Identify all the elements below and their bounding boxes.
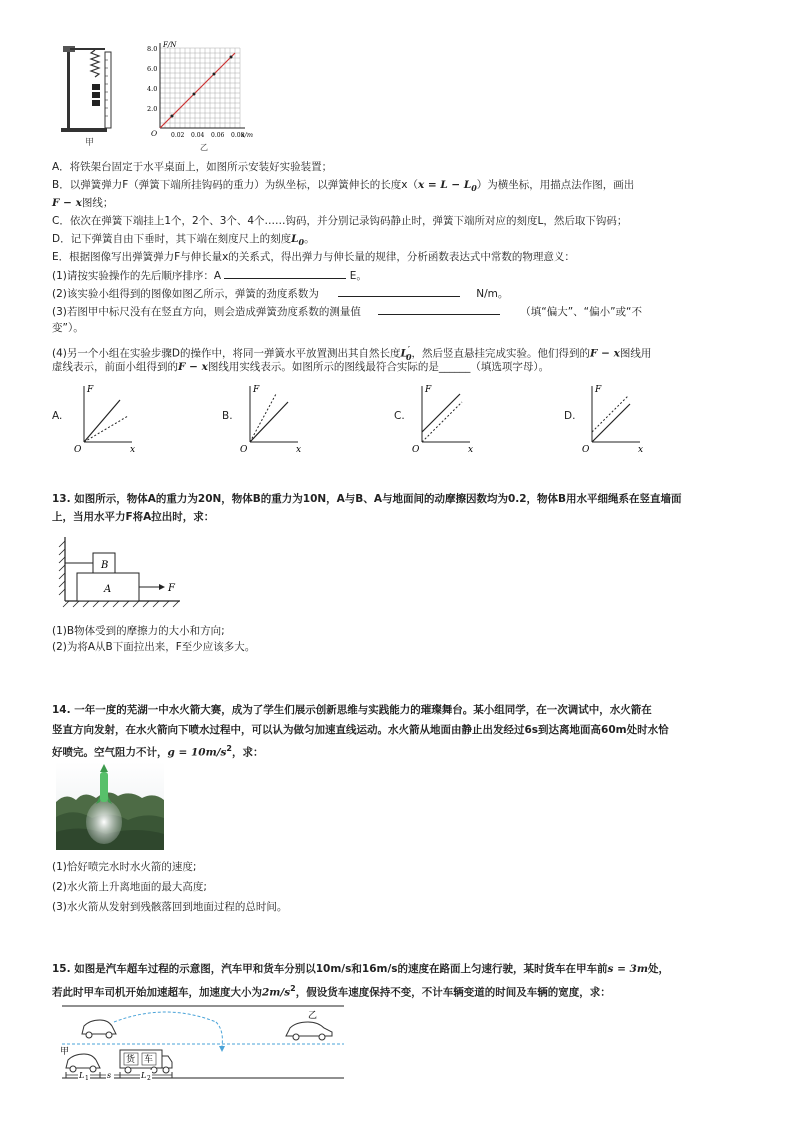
q12-step-b-pre: B．以弹簧弹力F（弹簧下端所挂钩码的重力）为纵坐标，以弹簧伸长的长度x（ [52, 179, 418, 191]
q12-sub3-post: （填“偏大”、“偏小”或“不 [520, 306, 642, 318]
graph-origin: O [151, 129, 158, 138]
q13-sub1: (1)B物体受到的摩擦力的大小和方向; [52, 625, 225, 637]
label-a: A [104, 584, 112, 595]
q12-sub4-line2-pre: 虚线表示，前面小组得到的 [52, 361, 178, 373]
q14-line1: 14. 一年一度的芜湖一中水火箭大赛，成为了学生们展示创新思维与实践能力的璀璨舞台。某小组同学，在一次调试中，水火箭在 [52, 704, 652, 716]
car-yi [286, 1022, 332, 1040]
q12-step-e: E．根据图像写出弹簧弹力F与伸长量x的关系式，得出弹力与伸长量的规律，分析函数表达式中常数的物理意义： [52, 251, 575, 263]
graph-x-tick: 0.04 [191, 132, 205, 139]
q12-step-d-l0: L [291, 233, 299, 245]
option-a-f: F [87, 385, 94, 395]
q14-line3-post: ，求： [232, 746, 264, 759]
dim-l1: L [79, 1071, 85, 1080]
figure-jia-label: 甲 [85, 138, 95, 148]
q14-sub1: (1)恰好喷完水时水火箭的速度; [52, 861, 197, 873]
q12-sub3-answer-blank[interactable] [378, 304, 500, 315]
hanging-weights [92, 100, 100, 106]
option-b-o: O [240, 445, 248, 455]
q15-line1-post: 处， [647, 963, 669, 975]
q14-line3-pre: 好喷完。空气阻力不计， [52, 746, 168, 759]
q14-sub2: (2)水火箭上升离地面的最大高度; [52, 881, 207, 893]
car-jia [66, 1054, 100, 1072]
option-a-x: x [130, 445, 136, 455]
option-b-f: F [253, 385, 260, 395]
q12-step-d-post: 。 [304, 233, 315, 245]
q14-line3 [52, 742, 264, 760]
q12-step-b-fx: F − x [52, 197, 82, 209]
q15-s-formula: s = 3m [607, 963, 648, 975]
option-c-x: x [468, 445, 474, 455]
q13-figure [55, 533, 185, 609]
option-d-graph[interactable] [580, 380, 650, 455]
stand-pole [67, 46, 70, 130]
truck-label-1: 货 [126, 1055, 136, 1065]
q12-sub4-line2 [52, 360, 549, 374]
q13-sub2: (2)为将A从B下面拉出来，F至少应该多大。 [52, 641, 256, 653]
graph-y-tick: 2.0 [147, 105, 158, 113]
q12-sub1 [52, 268, 367, 283]
q15-line1-pre: 15. 如图是汽车超车过程的示意图，汽车甲和货车分别以10m/s和16m/s的速度在路面上匀速行驶，某时货车在甲车前 [52, 963, 608, 975]
figure-jia-spring-apparatus [55, 40, 125, 152]
q12-sub2-post: N/m。 [476, 288, 509, 300]
q13-line1: 13. 如图所示，物体A的重力为20N，物体B的重力为10N，A与B、A与地面间的动摩擦因数均为0.2，物体B用水平细绳系在竖直墙面 [52, 493, 682, 505]
car-upper-left [82, 1020, 116, 1038]
q12-step-a: A．将铁架台固定于水平桌面上，如图所示安装好实验装置； [52, 161, 333, 173]
q15-line2 [52, 982, 611, 1000]
q15-overtaking-figure [56, 1002, 348, 1084]
q12-step-d-pre: D．记下弹簧自由下垂时，其下端在刻度尺上的刻度 [52, 233, 292, 245]
graph-y-tick: 8.0 [147, 45, 158, 53]
q15-a-sup: 2 [290, 984, 296, 993]
figure-yi-graph [145, 38, 265, 156]
q12-sub4-line2-fx: F − x [178, 361, 208, 373]
force-arrow [159, 584, 165, 590]
figure-yi-label: 乙 [200, 143, 208, 152]
q12-step-b-line2 [52, 196, 113, 210]
ruler [105, 52, 111, 128]
q14-g-sup: 2 [226, 744, 232, 753]
q13-line2: 上，当用水平力F将A拉出时，求： [52, 511, 215, 523]
option-a-o: O [74, 445, 82, 455]
q12-sub4-l0prime: L [400, 347, 408, 360]
rocket-body [100, 772, 108, 802]
dim-l1-sub: 1 [85, 1075, 89, 1082]
q12-sub4-l0-sub: 0 [405, 351, 412, 362]
graph-y-tick: 6.0 [147, 65, 158, 73]
dim-l2-sub: 2 [147, 1075, 151, 1082]
dim-s: s [107, 1071, 112, 1080]
q12-sub4-prime: ′ [407, 344, 410, 354]
option-a-label[interactable]: A. [52, 410, 63, 422]
label-yi: 乙 [308, 1011, 318, 1021]
q12-sub3-line2: 变”）。 [52, 322, 84, 334]
option-d-label[interactable]: D. [564, 410, 576, 422]
q12-sub4-line2-post: 图线用实线表示。如图所示的图线最符合实际的是______（填选项字母）。 [207, 361, 550, 373]
option-b-graph[interactable] [238, 380, 308, 455]
q12-sub1-pre: (1)请按实验操作的先后顺序排序：A [52, 270, 222, 282]
q12-sub4-pre: (4)另一个小组在实验步骤D的操作中，将同一弹簧水平放置测出其自然长度 [52, 347, 401, 360]
q12-step-c: C．依次在弹簧下端挂上1个，2个、3个、4个……钩码，并分别记录钩码静止时，弹簧下端所对应的刻度L，然后取下钩码； [52, 215, 628, 227]
label-b: B [101, 560, 109, 571]
q15-a-formula: 2m/s [262, 986, 291, 999]
q14-line2: 竖直方向发射，在水火箭向下喷水过程中，可以认为做匀加速直线运动。水火箭从地面由静止出发经过6s到达离地面高60m处时水恰 [52, 724, 669, 736]
option-c-label[interactable]: C. [394, 410, 405, 422]
label-jia: 甲 [60, 1047, 70, 1057]
option-d-x: x [638, 445, 644, 455]
graph-y-label: F/N [163, 41, 177, 49]
q12-sub3 [52, 304, 642, 319]
q15-line1 [52, 962, 669, 976]
q12-sub4-post: 图线用 [619, 347, 652, 360]
overtake-arrow [219, 1046, 225, 1052]
q12-sub1-answer-blank[interactable] [224, 268, 346, 279]
option-c-graph[interactable] [410, 380, 480, 455]
graph-y-tick: 4.0 [147, 85, 158, 93]
option-b-x: x [296, 445, 302, 455]
label-f: F [168, 583, 175, 594]
q12-step-b-post: ）为横坐标，用描点法作图，画出 [476, 179, 635, 191]
q12-step-b-formula-sub: 0 [471, 183, 477, 194]
graph-x-tick: 0.06 [211, 132, 225, 139]
q12-step-b-tail: 图线； [81, 197, 114, 209]
option-b-label[interactable]: B. [222, 410, 233, 422]
q12-sub2-pre: (2)该实验小组得到的图像如图乙所示，弹簧的劲度系数为 [52, 288, 319, 300]
option-a-graph[interactable] [72, 380, 142, 455]
q12-sub4-mid: ，然后竖直悬挂完成实验。他们得到的 [411, 347, 591, 360]
q12-sub2 [52, 286, 508, 301]
option-c-f: F [425, 385, 432, 395]
graph-x-tick: 0.02 [171, 132, 185, 139]
q14-g-formula: g = 10m/s [167, 746, 227, 759]
q12-step-d-l0-sub: 0 [298, 237, 305, 248]
q12-sub3-pre: (3)若图甲中标尺没有在竖直方向，则会造成弹簧劲度系数的测量值 [52, 306, 361, 318]
q14-sub3: (3)水火箭从发射到残骸落回到地面过程的总时间。 [52, 901, 288, 913]
spring [91, 50, 99, 77]
q12-step-b-formula: x = L − L [417, 179, 472, 191]
q12-sub1-post: E。 [349, 270, 367, 282]
option-d-f: F [595, 385, 602, 395]
q15-line2-pre: 若此时甲车司机开始加速超车，加速度大小为 [52, 986, 262, 999]
option-c-o: O [412, 445, 420, 455]
q15-line2-post: ，假设货车速度保持不变，不计车辆变道的时间及车辆的宽度，求： [295, 986, 611, 999]
truck-label-2: 车 [144, 1055, 154, 1065]
option-d-o: O [582, 445, 590, 455]
dim-l2: L [141, 1071, 147, 1080]
q12-sub2-answer-blank[interactable] [338, 286, 460, 297]
q12-step-d [52, 232, 315, 249]
q12-sub4-fx: F − x [590, 347, 620, 360]
graph-x-tick: 0.08 [231, 132, 245, 139]
water-rocket-photo [56, 762, 164, 850]
q12-step-b-line1 [52, 178, 634, 195]
graph-x-label: x/m [241, 131, 254, 139]
